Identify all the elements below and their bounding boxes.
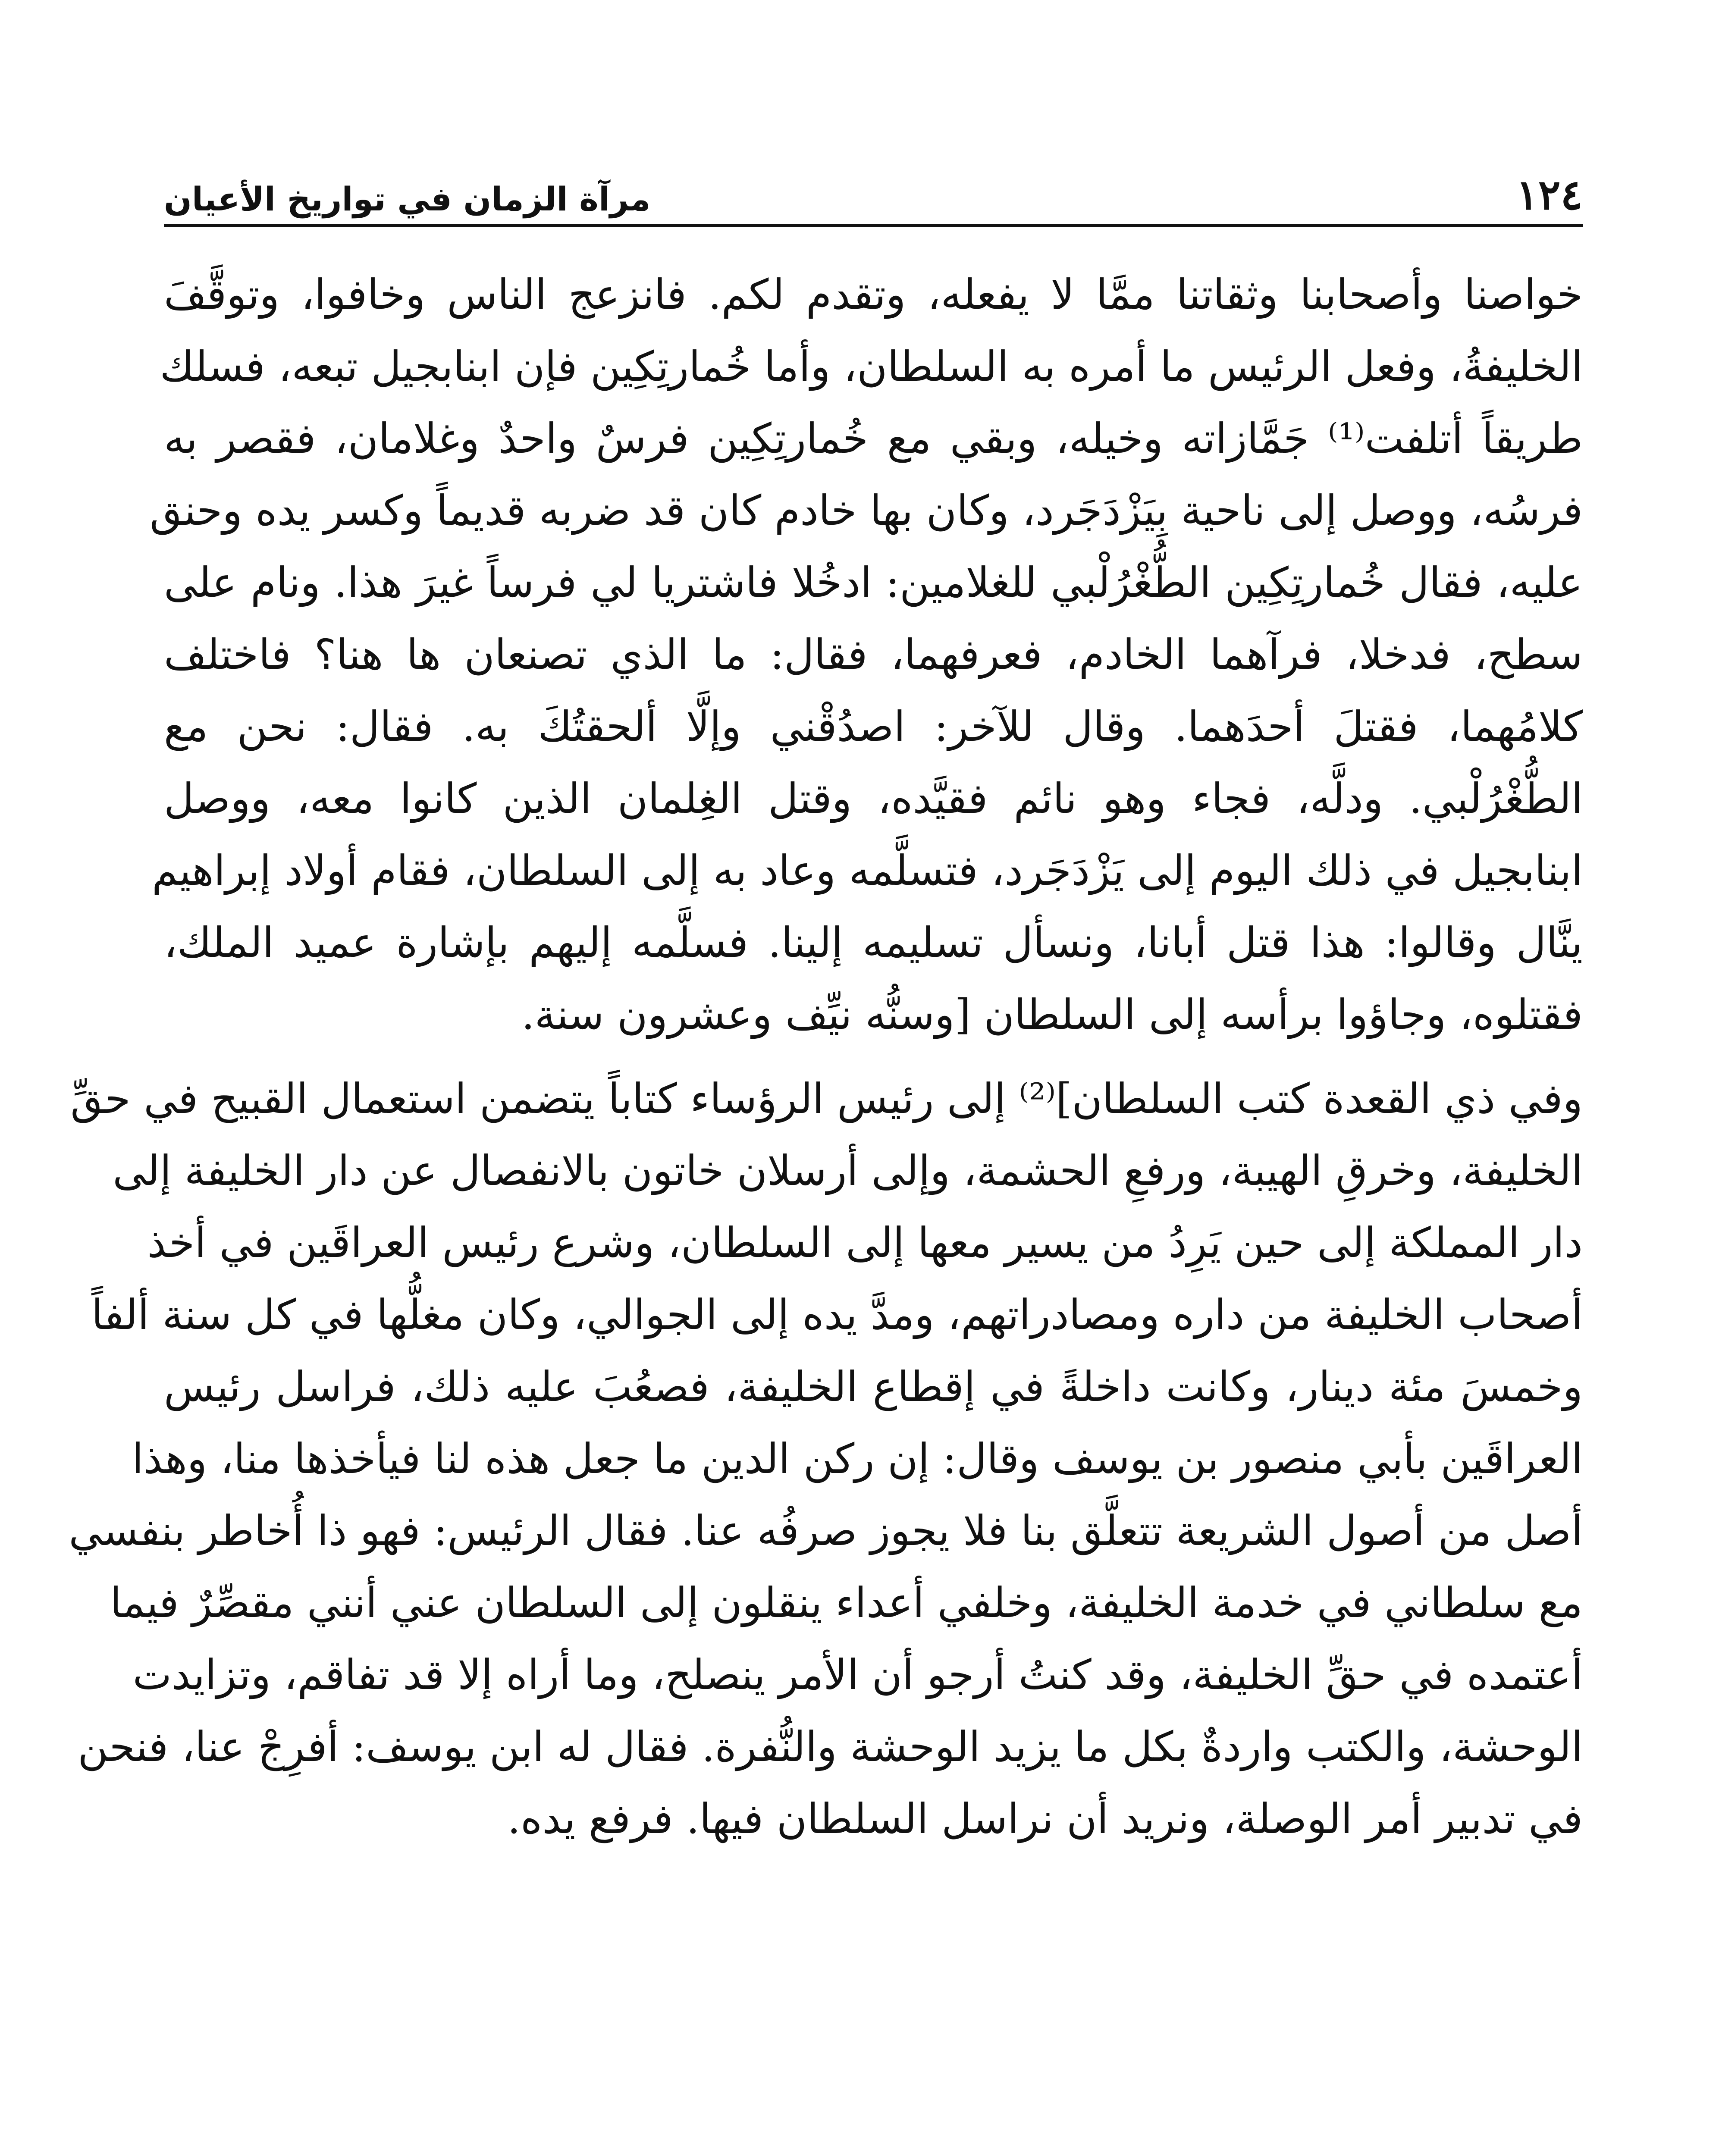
text-line: عليه، فقال خُمارتِكِين الطُّغْرُلْبي للغلامين: ادخُلا فاشتريا لي فرساً غيرَ هذا. ونام على [164,558,1583,607]
page-number: ١٢٤ [1516,170,1583,219]
text-line: الطُّغْرُلْبي. ودلَّه، فجاء وهو نائم فقيَّده، وقتل الغِلمان الذين كانوا معه، ووصل [164,774,1583,823]
text-line: سطح، فدخلا، فرآهما الخادم، فعرفهما، فقال: ما الذي تصنعان ها هنا؟ فاختلف [164,630,1583,679]
text-line-last: في تدبير أمر الوصلة، ونريد أن نراسل السلطان فيها. فرفع يده. [507,1795,1583,1843]
text-line: أعتمده في حقِّ الخليفة، وقد كنتُ أرجو أن الأمر ينصلح، وما أراه إلا قد تفاقم، وتزايدت [132,1651,1583,1699]
text-line: مع سلطاني في خدمة الخليفة، وخلفي أعداء ينقلون إلى السلطان عني أنني مقصِّرٌ فيما [110,1579,1583,1627]
text-line: دار المملكة إلى حين يَرِدُ من يسير معها إلى السلطان، وشرع رئيس العراقَين في أخذ [147,1219,1583,1267]
text-line: وخمسَ مئة دينار، وكانت داخلةً في إقطاع الخليفة، فصعُبَ عليه ذلك، فراسل رئيس [164,1363,1583,1411]
text-line: ينَّال وقالوا: هذا قتل أبانا، ونسأل تسليمه إلينا. فسلَّمه إليهم بإشارة عميد الملك، [164,918,1583,967]
running-title: مرآة الزمان في تواريخ الأعيان [164,180,651,218]
text-line: طريقاً أتلفت⁽¹⁾ جَمَّازاته وخيله، وبقي مع خُمارتِكِين فرسٌ واحدٌ وغلامان، فقصر به [164,414,1583,463]
text-line: الخليفة، وخرقِ الهيبة، ورفعِ الحشمة، وإلى أرسلان خاتون بالانفصال عن دار الخليفة إلى [113,1147,1583,1195]
text-line: أصل من أصول الشريعة تتعلَّق بنا فلا يجوز صرفُه عنا. فقال الرئيس: فهو ذا أُخاطر بنفسي [69,1507,1583,1555]
text-line: أصحاب الخليفة من داره ومصادراتهم، ومدَّ يده إلى الجوالي، وكان مغلُّها في كل سنة ألفاً [91,1291,1583,1339]
text-line: الخليفةُ، وفعل الرئيس ما أمره به السلطان، وأما خُمارتِكِين فإن ابنابجيل تبعه، فسلك [160,342,1583,391]
paragraph-2 [69,1063,1583,1855]
text-line: فرسُه، ووصل إلى ناحية بِيَزْدَجَرد، وكان بها خادم كان قد ضربه قديماً وكسر يده وحنق [150,486,1583,535]
page-header [164,142,1583,227]
text-line: وفي ذي القعدة كتب السلطان]⁽²⁾ إلى رئيس الرؤساء كتاباً يتضمن استعمال القبيح في حقِّ [70,1075,1583,1123]
text-line: العراقَين بأبي منصور بن يوسف وقال: إن ركن الدين ما جعل هذه لنا فيأخذها منا، وهذا [132,1435,1583,1483]
text-line-last: فقتلوه، وجاؤوا برأسه إلى السلطان [وسنُّه نيِّف وعشرون سنة. [521,990,1583,1039]
text-line: ابنابجيل في ذلك اليوم إلى يَزْدَجَرد، فتسلَّمه وعاد به إلى السلطان، فقام أولاد إبراهيم [152,846,1583,895]
text-line: الوحشة، والكتب واردةٌ بكل ما يزيد الوحشة والنُّفرة. فقال له ابن يوسف: أفرِجْ عنا، فنحن [78,1723,1583,1771]
text-line: كلامُهما، فقتلَ أحدَهما. وقال للآخر: اصدُقْني وإلَّا ألحقتُكَ به. فقال: نحن مع [164,702,1583,751]
main-text [69,259,1583,1855]
paragraph-gap [164,1051,1583,1063]
paragraph-1 [150,259,1583,1051]
text-line: خواصنا وأصحابنا وثقاتنا ممَّا لا يفعله، وتقدم لكم. فانزعج الناس وخافوا، وتوقَّفَ [164,270,1583,319]
